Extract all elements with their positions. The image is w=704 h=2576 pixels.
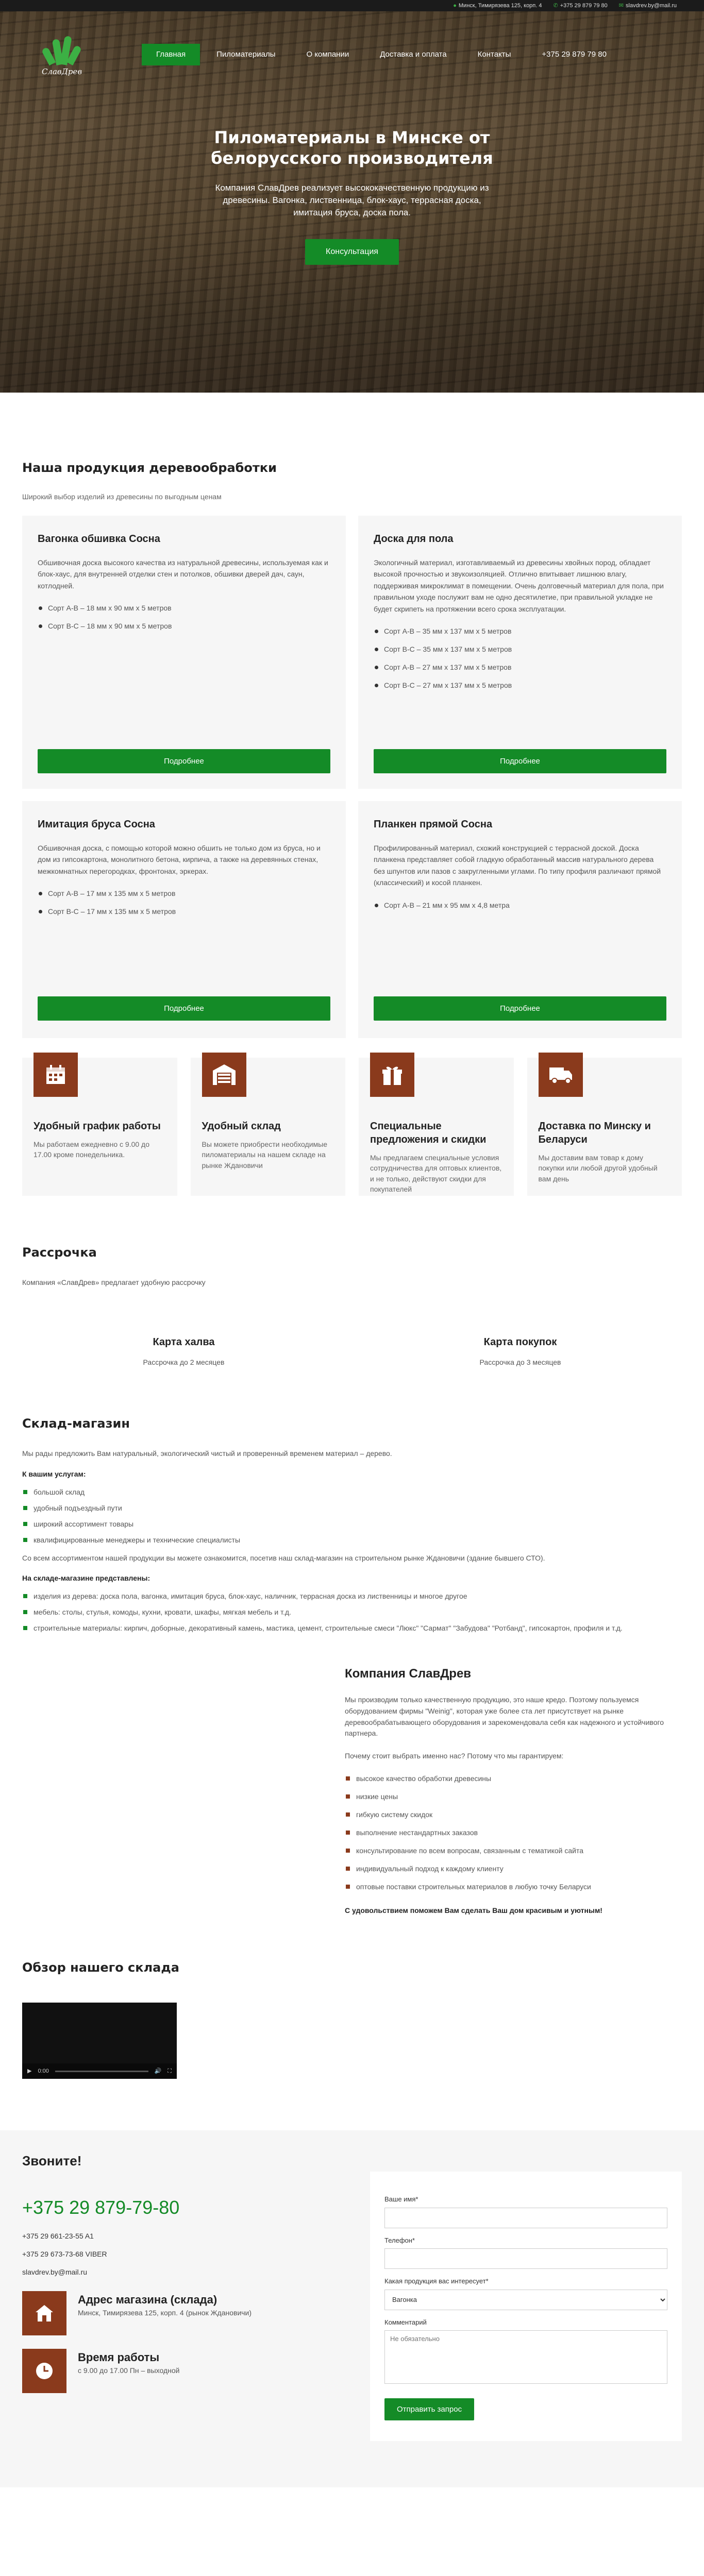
store-title: Склад-магазин — [22, 1416, 130, 1431]
list-item: квалифицированные менеджеры и технические специалисты — [22, 1535, 682, 1546]
guarantee-list — [345, 1773, 682, 1892]
services-list — [22, 1487, 682, 1546]
nav-home[interactable]: Главная — [142, 44, 200, 66]
details-button[interactable]: Подробнее — [38, 749, 330, 773]
video-controls — [22, 2063, 177, 2079]
list-item: удобный подъездный пути — [22, 1503, 682, 1514]
product-card — [358, 516, 682, 789]
nav-lumber[interactable]: Пиломатериалы — [216, 49, 276, 59]
product-specs — [374, 900, 666, 911]
company-p2: Почему стоит выбрать именно нас? Потому что мы гарантируем: — [345, 1752, 564, 1760]
comment-textarea[interactable] — [384, 2330, 667, 2384]
top-bar — [0, 0, 704, 11]
play-icon[interactable]: ▶ — [27, 2068, 32, 2075]
phone-label: Телефон* — [384, 2236, 415, 2244]
logo-text: СлавДрев — [41, 66, 82, 76]
hero-title: Пиломатериалы в Минске от белорусского производителя — [211, 128, 493, 168]
product-card — [22, 801, 346, 1038]
main-phone[interactable]: +375 29 879-79-80 — [22, 2197, 180, 2218]
company-section — [22, 1665, 682, 1943]
products-title: Наша продукция деревообработки — [22, 461, 277, 475]
logo-tree-icon — [43, 32, 81, 65]
list-item: высокое качество обработки древесины — [345, 1773, 682, 1784]
card-text: Рассрочка до 2 месяцев — [143, 1358, 225, 1366]
services-title: К вашим услугам: — [22, 1469, 86, 1478]
spec-item: Сорт А-В – 21 мм х 95 мм х 4,8 метра — [374, 900, 666, 911]
video-section — [22, 1958, 682, 2079]
address-title: Адрес магазина (склада) — [78, 2293, 217, 2307]
phone-icon: ✆ — [553, 2, 558, 9]
list-item: низкие цены — [345, 1791, 682, 1802]
nav-about[interactable]: О компании — [306, 49, 349, 59]
card-title: Карта халва — [153, 1336, 215, 1348]
product-title: Планкен прямой Сосна — [374, 819, 493, 830]
store-text: Со всем ассортиментом нашей продукции вы можете ознакомится, посетив наш склад-магазин на строительном рынке Ждановичи (здание бывшего СТО). — [22, 1553, 545, 1562]
feature-title: Удобный график работы — [33, 1121, 161, 1132]
volume-icon[interactable]: 🔊 — [154, 2068, 162, 2075]
list-item: выполнение нестандартных заказов — [345, 1827, 682, 1838]
video-title: Обзор нашего склада — [22, 1960, 179, 1975]
calendar-icon — [33, 1053, 78, 1097]
feature-text: Мы предлагаем специальные условия сотрудничества для оптовых клиентов, и не только, действуют скидки для покупателей — [370, 1154, 502, 1193]
request-form — [370, 2172, 682, 2441]
nav-delivery[interactable]: Доставка и оплата — [380, 49, 447, 59]
video-time: 0:00 — [38, 2068, 49, 2075]
installment-section — [22, 1243, 682, 1383]
details-button[interactable]: Подробнее — [374, 996, 666, 1021]
product-title: Имитация бруса Сосна — [38, 819, 155, 830]
product-title: Доска для пола — [374, 533, 454, 545]
feature-title: Удобный склад — [202, 1121, 281, 1132]
products-subtitle: Широкий выбор изделий из древесины по выгодным ценам — [22, 493, 222, 501]
company-p1: Мы производим только качественную продукцию, это наше кредо. Поэтому пользуемся оборудованием фирмы "Weinig", которая уже более ста лет присутствует на рынке деревообрабатывающего оборудования и зарекомендовала себя как надежного и устойчивого партнера. — [345, 1696, 664, 1738]
list-item: широкий ассортимент товары — [22, 1519, 682, 1530]
product-select[interactable] — [384, 2290, 667, 2310]
topbar-phone[interactable]: ✆ +375 29 879 79 80 — [553, 2, 608, 9]
clock-icon — [22, 2349, 66, 2393]
company-spacer — [22, 1665, 342, 1943]
hours-block — [22, 2349, 334, 2393]
hours-text: с 9.00 до 17.00 Пн – выходной — [78, 2366, 180, 2375]
spec-item: Сорт А-В – 17 мм х 135 мм х 5 метров — [38, 888, 330, 899]
header-phone[interactable]: +375 29 879 79 80 — [542, 49, 607, 59]
spec-item: Сорт В-С – 17 мм х 135 мм х 5 метров — [38, 906, 330, 917]
details-button[interactable]: Подробнее — [38, 996, 330, 1021]
hero-section — [0, 11, 704, 393]
details-button[interactable]: Подробнее — [374, 749, 666, 773]
hero-text: Компания СлавДрев реализует высококачественную продукцию из древесины. Вагонка, лиственница, блок-хаус, террасная доска, имитация бруса, доска пола. — [215, 183, 489, 217]
name-label: Ваше имя* — [384, 2195, 418, 2204]
logo[interactable] — [31, 24, 92, 85]
list-item: индивидуальный подход к каждому клиенту — [345, 1863, 682, 1874]
feature-card — [527, 1058, 682, 1196]
phone-a1[interactable]: +375 29 661-23-55 A1 — [22, 2232, 94, 2241]
installment-title: Рассрочка — [22, 1245, 97, 1260]
topbar-address: ● Минск, Тимирязева 125, корп. 4 — [453, 2, 542, 9]
store-section — [22, 1414, 682, 1634]
product-specs — [38, 888, 330, 917]
list-item: строительные материалы: кирпич, доборные, декоративный камень, мастика, цемент, строительные смеси "Люкс" "Сармат" "Забудова" "Ротбанд", гипсокартон, профиля и т.д. — [22, 1623, 682, 1634]
feature-card — [359, 1058, 514, 1196]
feature-text: Вы можете приобрести необходимые пиломатериалы на нашем складе на рынке Ждановичи — [202, 1140, 327, 1170]
feature-title: Специальные предложения и скидки — [370, 1121, 487, 1145]
products-grid — [22, 516, 682, 1038]
feature-title: Доставка по Минску и Беларуси — [538, 1121, 651, 1145]
warehouse-icon — [202, 1053, 246, 1097]
features — [22, 1058, 682, 1196]
company-closing: С удовольствием поможем Вам сделать Ваш дом красивым и уютным! — [345, 1906, 602, 1914]
feature-card — [191, 1058, 346, 1196]
list-item: большой склад — [22, 1487, 682, 1498]
submit-button[interactable]: Отправить запрос — [384, 2398, 474, 2420]
video-player[interactable] — [22, 2003, 177, 2079]
topbar-email[interactable]: ✉ slavdrev.by@mail.ru — [618, 2, 677, 9]
phone-input[interactable] — [384, 2248, 667, 2269]
goods-title: На складе-магазине представлены: — [22, 1574, 150, 1583]
goods-list — [22, 1591, 682, 1634]
card-halva — [22, 1319, 345, 1383]
installment-subtitle: Компания «СлавДрев» предлагает удобную рассрочку — [22, 1278, 206, 1286]
video-progress[interactable] — [55, 2071, 148, 2072]
nav-contacts[interactable]: Контакты — [477, 49, 511, 59]
product-card — [358, 801, 682, 1038]
gift-icon — [370, 1053, 414, 1097]
name-input[interactable] — [384, 2208, 667, 2228]
hero-content — [0, 127, 704, 265]
feature-text: Мы работаем ежедневно с 9.00 до 17.00 кроме понедельника. — [33, 1140, 150, 1159]
phone-viber[interactable]: +375 29 673-73-68 VIBER — [22, 2250, 107, 2259]
spec-item: Сорт В-С – 27 мм х 137 мм х 5 метров — [374, 680, 666, 691]
list-item: консультирование по всем вопросам, связанным с тематикой сайта — [345, 1845, 682, 1856]
company-title: Компания СлавДрев — [345, 1667, 472, 1681]
installment-cards — [22, 1319, 682, 1383]
menu — [142, 44, 621, 66]
hours-title: Время работы — [78, 2351, 160, 2364]
list-item: гибкую систему скидок — [345, 1809, 682, 1820]
spec-item: Сорт В-С – 35 мм х 137 мм х 5 метров — [374, 644, 666, 655]
contact-info — [22, 2151, 334, 2441]
product-specs — [374, 626, 666, 691]
list-item: оптовые поставки строительных материалов в любую точку Беларуси — [345, 1882, 682, 1892]
contact-title: Звоните! — [22, 2153, 82, 2169]
feature-card — [22, 1058, 177, 1196]
address-block — [22, 2291, 334, 2335]
mail-icon: ✉ — [618, 2, 624, 9]
card-text: Рассрочка до 3 месяцев — [479, 1358, 561, 1366]
consultation-button[interactable]: Консультация — [305, 239, 399, 265]
product-specs — [38, 603, 330, 632]
store-lead: Мы рады предложить Вам натуральный, экологический чистый и проверенный временем материал – дерево. — [22, 1449, 392, 1458]
spec-item: Сорт А-В – 18 мм х 90 мм х 5 метров — [38, 603, 330, 614]
product-desc: Экологичный материал, изготавливаемый из древесины хвойных пород, обладает высокой прочностью и звукоизоляцией. Отлично впитывает лишнюю влагу, поддерживая микроклимат в помещении. Очень долговечный материал для пола, при правильном уходе послужит вам не одно десятилетие, при правильной укладке не будет скрипеть на протяжении всего срока эксплуатации. — [374, 558, 664, 613]
product-title: Вагонка обшивка Сосна — [38, 533, 160, 545]
product-label: Какая продукция вас интересует* — [384, 2277, 489, 2285]
card-title: Карта покупок — [483, 1336, 557, 1348]
location-icon: ● — [453, 2, 457, 9]
address-text: Минск, Тимирязева 125, корп. 4 (рынок Ждановичи) — [78, 2309, 252, 2317]
product-desc: Обшивочная доска высокого качества из натуральной древесины, используемая как и блок-хаус, для внутренней отделки стен и потолков, обшивки дверей дач, саун, котлодней. — [38, 558, 328, 590]
company-text — [342, 1665, 682, 1943]
product-card — [22, 516, 346, 789]
products-section — [22, 393, 682, 2079]
list-item: мебель: столы, стулья, комоды, кухни, кровати, шкафы, мягкая мебель и т.д. — [22, 1607, 682, 1618]
product-desc: Обшивочная доска, с помощью которой можно обшить не только дом из бруса, но и дом из гипсокартона, монолитного бетона, кирпича, а также на деревянных стенах, межкомнатных перегородках, фронтонах, эркерах. — [38, 844, 321, 875]
spec-item: Сорт А-В – 27 мм х 137 мм х 5 метров — [374, 662, 666, 673]
main-nav — [0, 31, 704, 78]
card-pokupok — [359, 1319, 682, 1383]
phone-list — [22, 2231, 334, 2278]
feature-text: Мы доставим вам товар к дому покупки или любой другой удобный вам день — [538, 1154, 658, 1183]
fullscreen-icon[interactable]: ⛶ — [167, 2068, 172, 2075]
spec-item: Сорт В-С – 18 мм х 90 мм х 5 метров — [38, 621, 330, 632]
house-icon — [22, 2291, 66, 2335]
contact-email[interactable]: slavdrev.by@mail.ru — [22, 2268, 87, 2277]
contact-section — [0, 2130, 704, 2487]
product-desc: Профилированный материал, схожий конструкцией с террасной доской. Доска планкена представляет собой гладкую обработанный массив натурального дерева без шпунтов или пазов с закругленными углами. По типу профиля различают прямой (классический) и косой планкен. — [374, 844, 661, 887]
list-item: изделия из дерева: доска пола, вагонка, имитация бруса, блок-хаус, наличник, террасная доска из лиственницы и многое другое — [22, 1591, 682, 1602]
truck-icon — [539, 1053, 583, 1097]
spec-item: Сорт А-В – 35 мм х 137 мм х 5 метров — [374, 626, 666, 637]
comment-label: Комментарий — [384, 2318, 427, 2326]
